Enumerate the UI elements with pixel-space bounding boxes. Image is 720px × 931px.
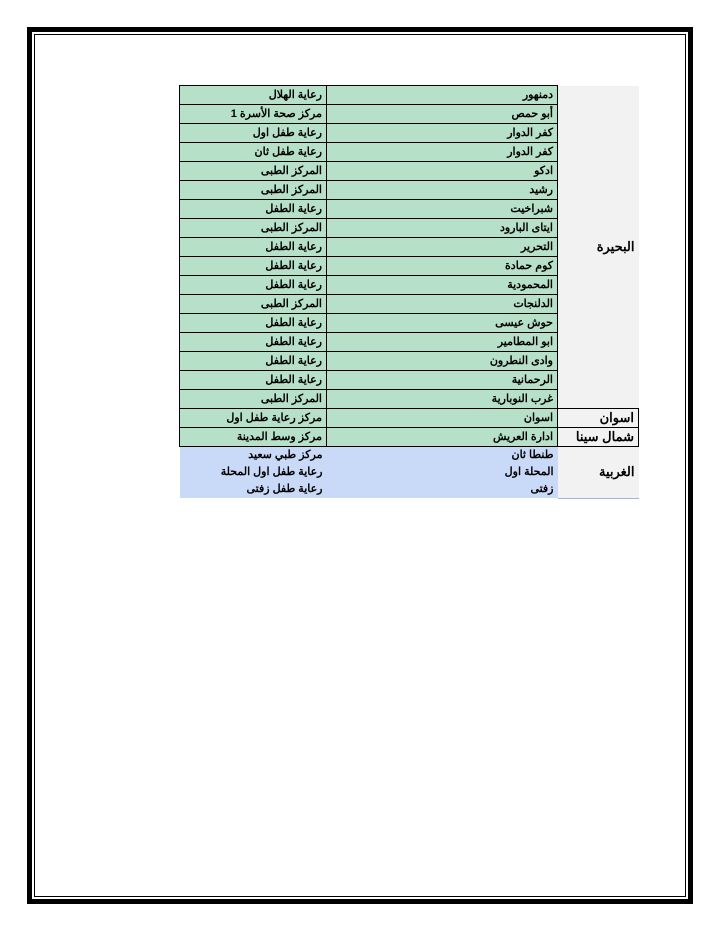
center-cell: رعاية الطفل	[180, 352, 327, 371]
district-cell: حوش عيسى	[327, 314, 558, 333]
district-cell: كفر الدوار	[327, 124, 558, 143]
district-cell: الرحمانية	[327, 371, 558, 390]
district-cell: كوم حمادة	[327, 257, 558, 276]
center-cell: المركز الطبى	[180, 181, 327, 200]
center-cell: المركز الطبى	[180, 390, 327, 409]
center-cell: رعاية الطفل	[180, 314, 327, 333]
governorate-cell: الغربية	[558, 447, 639, 499]
center-cell: مركز وسط المدينة	[180, 428, 327, 447]
district-cell: اسوان	[327, 409, 558, 428]
table-row	[180, 447, 639, 465]
district-cell: ادارة العريش	[327, 428, 558, 447]
district-cell: رشيد	[327, 181, 558, 200]
district-cell: غرب النوبارية	[327, 390, 558, 409]
center-cell: رعاية الهلال	[180, 86, 327, 105]
center-cell: رعاية الطفل	[180, 276, 327, 295]
district-cell: التحرير	[327, 238, 558, 257]
center-cell: المركز الطبى	[180, 295, 327, 314]
district-cell: وادى النطرون	[327, 352, 558, 371]
center-cell: رعاية الطفل	[180, 200, 327, 219]
district-cell: طنطا ثان	[327, 447, 558, 465]
center-cell: مركز طبي سعيد	[180, 447, 327, 465]
table-row	[180, 86, 639, 105]
district-cell: دمنهور	[327, 86, 558, 105]
district-cell: زفتى	[327, 481, 558, 498]
district-cell: كفر الدوار	[327, 143, 558, 162]
center-cell: مركز صحة الأسرة 1	[180, 105, 327, 124]
district-cell: ابو المطامير	[327, 333, 558, 352]
center-cell: المركز الطبى	[180, 162, 327, 181]
governorate-cell: اسوان	[558, 409, 639, 428]
center-cell: مركز رعاية طفل اول	[180, 409, 327, 428]
district-cell: ادكو	[327, 162, 558, 181]
center-cell: رعاية طفل اول	[180, 124, 327, 143]
district-cell: أبو حمص	[327, 105, 558, 124]
district-cell: شبراخيت	[327, 200, 558, 219]
governorate-cell: البحيرة	[558, 86, 639, 409]
center-cell: رعاية طفل زفتى	[180, 481, 327, 498]
health-centers-table	[179, 85, 639, 499]
district-cell: المحلة اول	[327, 464, 558, 481]
center-cell: رعاية طفل اول المحلة	[180, 464, 327, 481]
district-cell: الدلنجات	[327, 295, 558, 314]
center-cell: رعاية الطفل	[180, 333, 327, 352]
center-cell: رعاية الطفل	[180, 238, 327, 257]
table-row	[180, 428, 639, 447]
table-row	[180, 409, 639, 428]
center-cell: رعاية طفل ثان	[180, 143, 327, 162]
governorate-cell: شمال سينا	[558, 428, 639, 447]
center-cell: المركز الطبى	[180, 219, 327, 238]
district-cell: ايتاى البارود	[327, 219, 558, 238]
center-cell: رعاية الطفل	[180, 257, 327, 276]
district-cell: المحمودية	[327, 276, 558, 295]
center-cell: رعاية الطفل	[180, 371, 327, 390]
